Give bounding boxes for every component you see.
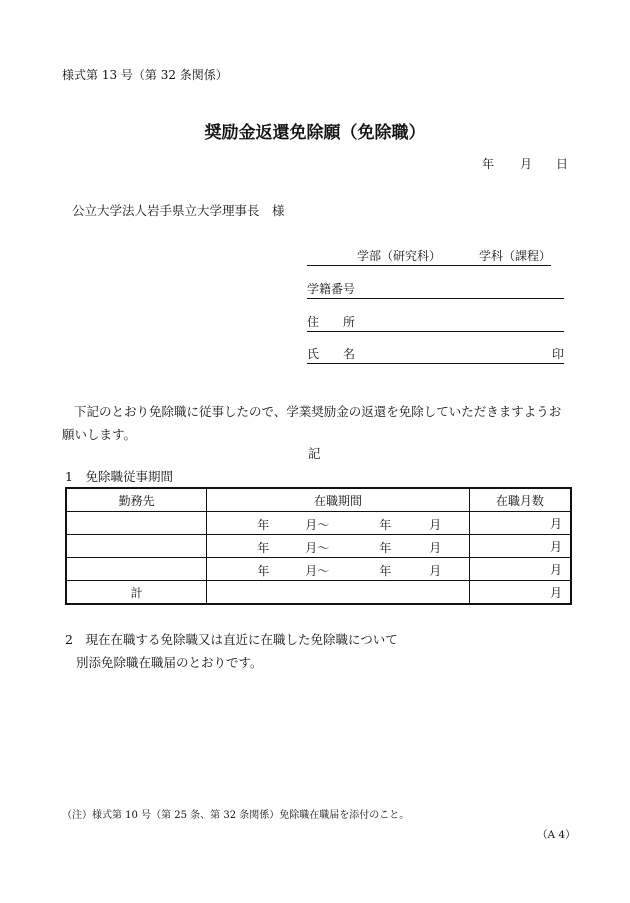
footnote: （注）様式第 10 号（第 25 条、第 32 条関係）免除職在職届を添付のこと。: [62, 810, 410, 821]
months-cell[interactable]: 月: [469, 558, 571, 581]
workplace-cell[interactable]: [66, 558, 207, 581]
total-row: [66, 581, 571, 605]
year-label: 年: [257, 518, 270, 532]
request-text: 下記のとおり免除職に従事したので、学業奨励金の返還を免除していただきますようお願いします。: [62, 404, 562, 442]
month-from-label: 月～: [305, 541, 330, 555]
page-title: 奨励金返還免除願（免除職）: [204, 123, 426, 143]
date-year-label: 年: [482, 157, 495, 171]
section2-line1: 2 現在在職する免除職又は直近に在職した免除職について: [65, 632, 398, 647]
section2: [65, 628, 398, 674]
table-row: [66, 535, 571, 558]
column-header-period: 在職期間: [207, 488, 470, 512]
seal-mark: 印: [551, 347, 564, 361]
year-label: 年: [257, 541, 270, 555]
month-from-label: 月～: [305, 518, 330, 532]
date-month-label: 月: [520, 157, 533, 171]
name-label-1: 氏: [307, 347, 320, 361]
workplace-cell[interactable]: [66, 535, 207, 558]
total-label: 計: [66, 581, 207, 605]
year-label: 年: [379, 564, 392, 578]
table-header-row: [66, 488, 571, 512]
paper-size-label: （A 4）: [537, 829, 576, 841]
form-number: 様式第 13 号（第 32 条関係）: [62, 68, 228, 82]
month-to-label: 月: [429, 564, 442, 578]
section2-line2: 別添免除職在職届のとおりです。: [76, 655, 263, 670]
ki-heading: 記: [308, 446, 321, 461]
column-header-workplace: 勤務先: [66, 488, 207, 512]
name-line[interactable]: [307, 345, 564, 364]
month-to-label: 月: [429, 518, 442, 532]
year-label: 年: [257, 564, 270, 578]
period-cell[interactable]: [207, 558, 470, 581]
months-cell[interactable]: 月: [469, 535, 571, 558]
total-period-cell: [207, 581, 470, 605]
date-day-label: 日: [556, 157, 569, 171]
period-cell[interactable]: [207, 535, 470, 558]
student-number-label: 学籍番号: [307, 282, 356, 296]
table-row: [66, 512, 571, 535]
table-row: [66, 558, 571, 581]
months-cell[interactable]: 月: [469, 512, 571, 535]
section1-title: 1 免除職従事期間: [65, 469, 173, 484]
address-label-1: 住: [307, 315, 320, 329]
address-label-2: 所: [343, 315, 356, 329]
faculty-line[interactable]: [307, 247, 551, 266]
addressee: 公立大学法人岩手県立大学理事長 様: [72, 203, 285, 218]
name-label-2: 名: [343, 347, 356, 361]
month-to-label: 月: [429, 541, 442, 555]
department-label: 学科（課程）: [479, 249, 552, 263]
workplace-cell[interactable]: [66, 512, 207, 535]
faculty-label: 学部（研究科）: [357, 249, 442, 263]
year-label: 年: [379, 518, 392, 532]
year-label: 年: [379, 541, 392, 555]
employment-period-table: [65, 487, 572, 605]
month-from-label: 月～: [305, 564, 330, 578]
address-line[interactable]: [307, 313, 564, 332]
total-months-cell[interactable]: 月: [469, 581, 571, 605]
column-header-months: 在職月数: [469, 488, 571, 512]
period-cell[interactable]: [207, 512, 470, 535]
student-number-line[interactable]: [307, 280, 564, 299]
